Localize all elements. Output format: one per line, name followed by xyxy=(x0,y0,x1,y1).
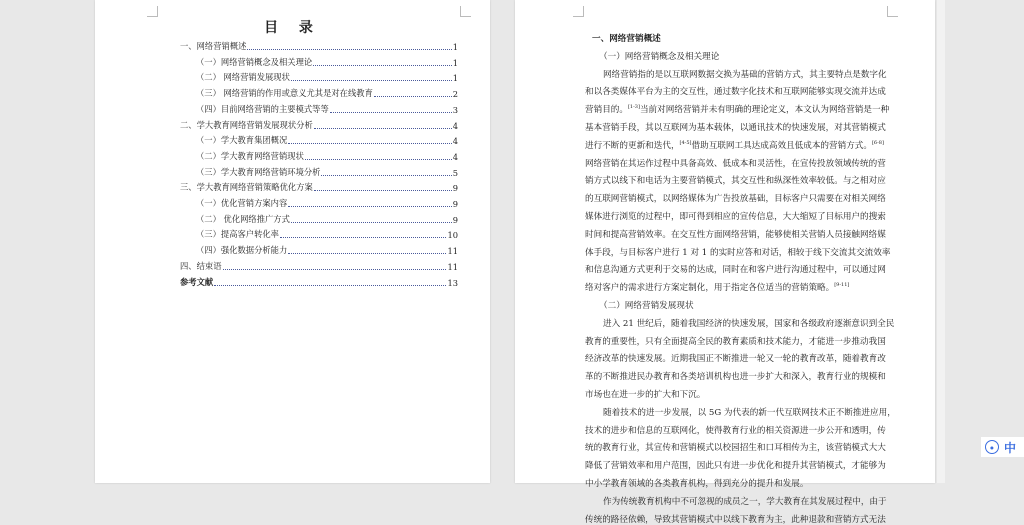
toc-entry[interactable] xyxy=(196,244,458,256)
toc-entry-text: （三） 网络营销的作用或意义尤其是对在线教育 xyxy=(196,88,373,99)
toc-entry-page: 11 xyxy=(447,261,458,272)
toc-entry[interactable] xyxy=(180,119,458,131)
toc-entry-text: 三、学大教育网络营销策略优化方案 xyxy=(180,182,313,193)
section-heading: 一、网络营销概述 xyxy=(592,34,661,44)
page-corner-mark xyxy=(887,6,898,17)
toc-entry-text: 参考文献 xyxy=(180,276,214,287)
page-corner-mark xyxy=(147,6,158,17)
body-text-line: 随着技术的进一步发展，以 5G 为代表的新一代互联网技术正不断推进应用， xyxy=(603,407,896,418)
section-heading: （一）网络营销概念及相关理论 xyxy=(599,51,720,62)
toc-page xyxy=(95,0,490,483)
toc-entry[interactable] xyxy=(196,87,458,99)
body-text-line: 进入 21 世纪后，随着我国经济的快速发展，国家和各级政府逐渐意识到全民 xyxy=(603,318,895,329)
toc-entry-page: 5 xyxy=(452,167,458,178)
toc-entry-text: （三）提高客户转化率 xyxy=(196,229,279,240)
toc-entry-text: （三）学大教育网络营销环境分析 xyxy=(196,166,321,177)
toc-entry[interactable] xyxy=(180,181,458,193)
toc-leader xyxy=(314,128,452,129)
page-corner-mark xyxy=(573,6,584,17)
toc-entry-page: 4 xyxy=(452,120,458,131)
toc-entry-text: 二、学大教育网络营销发展现状分析 xyxy=(180,119,313,130)
toc-entry-page: 1 xyxy=(452,73,458,84)
body-text-line: 的互联网营销模式，以网络媒体为广告投放基础，目标客户只需要在对相关网络 xyxy=(585,194,886,205)
toc-entry-page: 11 xyxy=(447,246,458,257)
body-text-line: 网络营销在其运作过程中具备高效、低成本和灵活性，在宣传投放领域传统的营 xyxy=(585,158,886,169)
toc-leader xyxy=(330,112,452,113)
toc-entry-text: （一）网络营销概念及相关理论 xyxy=(196,56,313,67)
body-text-line: 网络营销指的是以互联网数据交换为基础的营销方式，其主要特点是数字化 xyxy=(603,69,887,80)
toc-entry-text: 四、结束语 xyxy=(180,260,222,271)
toc-entry-text: （四）强化数据分析能力 xyxy=(196,245,288,256)
toc-entry-page: 4 xyxy=(452,151,458,162)
body-text-line: 革的不断推进民办教育和各类培训机构也进一步扩大和深入，教育行业的规模和 xyxy=(585,372,886,383)
toc-leader xyxy=(321,175,451,176)
toc-entry-text: （四）目前网络营销的主要模式等等 xyxy=(196,103,329,114)
toc-leader xyxy=(223,269,447,270)
body-text-line: 统的教育行业，其宣传和营销模式以校园招生和口耳相传为主，该营销模式大大 xyxy=(585,443,886,454)
toc-entry[interactable] xyxy=(196,134,458,146)
section-heading: （二）网络营销发展现状 xyxy=(599,301,694,311)
body-text-line: 教育的重要性，只有全面提高全民的教育素质和技术能力，才能进一步推动我国 xyxy=(585,336,886,347)
body-text-line: 营销目的。[1-3]当前对网络营销并未有明确的理论定义，本文认为网络营销是一种 xyxy=(585,104,890,116)
toc-entry-page: 2 xyxy=(452,89,458,100)
ime-indicator[interactable] xyxy=(981,437,1024,457)
body-text-line: 中小学教育领域的各类教育机构，得到充分的提升和发展。 xyxy=(585,479,809,489)
body-text-line: 进行不断的更新和迭代，[4-5]借助互联网工具达成高效且低成本的营销方式。[6-8] xyxy=(585,139,884,151)
toc-leader xyxy=(288,253,446,254)
toc-entry[interactable] xyxy=(196,213,458,225)
toc-entry[interactable] xyxy=(196,166,458,178)
toc-leader xyxy=(313,65,452,66)
toc-title: 目 录 xyxy=(264,20,321,36)
toc-entry[interactable] xyxy=(196,103,458,115)
body-text-line: 体手段，与目标客户进行 1 对 1 的实时应答和对话，相较于线下交流其交流效率 xyxy=(585,247,891,258)
toc-entry[interactable] xyxy=(196,228,458,240)
body-text-line: 媒体进行浏览的过程中，即可得到相应的宣传信息，大大缩短了目标用户的搜索 xyxy=(585,212,886,222)
toc-leader xyxy=(288,206,451,207)
toc-leader xyxy=(374,96,452,97)
toc-leader xyxy=(214,285,446,286)
ime-logo-icon: ● xyxy=(985,440,999,454)
toc-entry-text: （二） 优化网络推广方式 xyxy=(196,213,290,224)
body-text-line: 销方式以线下和电话为主要营销模式，其交互性和纵深性效率较低。与之相对应 xyxy=(585,176,886,187)
toc-leader xyxy=(291,80,452,81)
toc-leader xyxy=(280,237,446,238)
toc-leader xyxy=(291,222,452,223)
toc-entry-text: 一、网络营销概述 xyxy=(180,41,247,51)
toc-leader xyxy=(305,159,452,160)
toc-leader xyxy=(247,49,451,50)
toc-leader xyxy=(288,143,451,144)
body-page xyxy=(515,0,935,525)
toc-entry[interactable] xyxy=(196,56,458,68)
body-text-line: 基本营销手段，其以互联网为基本载体，以通讯技术的快速发展，对其营销模式 xyxy=(585,123,886,133)
toc-entry[interactable] xyxy=(196,71,458,83)
body-text-line: 经济改革的快速发展。近期我国正不断推进一轮又一轮的教育改革，随着教育改 xyxy=(585,354,886,365)
body-text-line: 和信息沟通方式更利于交易的达成，同时在和客户进行沟通过程中，可以通过网 xyxy=(585,265,886,276)
toc-entry-text: （二）学大教育网络营销现状 xyxy=(196,150,304,161)
toc-entry-text: （二） 网络营销发展现状 xyxy=(196,72,290,83)
body-text-line: 时间和提高营销效率。在交互性方面网络营销，能够使相关营销人员接触网络媒 xyxy=(585,229,886,240)
toc-entry[interactable] xyxy=(180,40,458,52)
body-text-line: 作为传统教育机构中不可忽视的成员之一，学大教育在其发展过程中，由于 xyxy=(603,496,887,507)
toc-entry-page: 3 xyxy=(452,104,458,115)
toc-entry-page: 1 xyxy=(452,42,458,52)
body-text-line: 和以各类媒体平台为主的交互性，通过数字化技术和互联网能够实现交流并达成 xyxy=(585,87,886,98)
toc-entry-page: 9 xyxy=(452,214,458,225)
ime-language-label: 中 xyxy=(1004,440,1017,455)
page-corner-mark xyxy=(460,6,471,17)
toc-entry-page: 9 xyxy=(452,183,458,194)
body-text-line: 络对客户的需求进行方案定制化，用于指定各位适当的营销策略。[9-11] xyxy=(585,282,850,294)
toc-entry-text: （一）学大教育集团概况 xyxy=(196,135,288,146)
toc-entry[interactable] xyxy=(196,197,458,209)
body-text-line: 降低了营销效率和用户范围，因此只有进一步优化和提升其营销模式，才能够为 xyxy=(585,461,886,472)
body-text-line: 传统的路径依赖，导致其营销模式中以线下教育为主，此种退款和营销方式无法 xyxy=(585,514,886,525)
toc-entry[interactable] xyxy=(180,260,458,272)
body-text-line: 市场也在进一步的扩大和下沉。 xyxy=(585,390,706,400)
toc-entry-page: 10 xyxy=(447,230,458,241)
toc-entry-page: 13 xyxy=(447,277,458,288)
toc-entry-text: （一）优化营销方案内容 xyxy=(196,198,288,208)
body-text-line: 技术的进步和信息的互联网化，使得教育行业的相关资源进一步公开和透明，传 xyxy=(585,425,886,436)
scrollbar[interactable] xyxy=(937,0,945,483)
toc-entry-page: 9 xyxy=(452,199,458,209)
toc-leader xyxy=(314,190,452,191)
toc-entry[interactable] xyxy=(196,150,458,162)
toc-entry-page: 1 xyxy=(452,57,458,68)
toc-entry[interactable] xyxy=(180,276,458,288)
toc-entry-page: 4 xyxy=(452,136,458,147)
